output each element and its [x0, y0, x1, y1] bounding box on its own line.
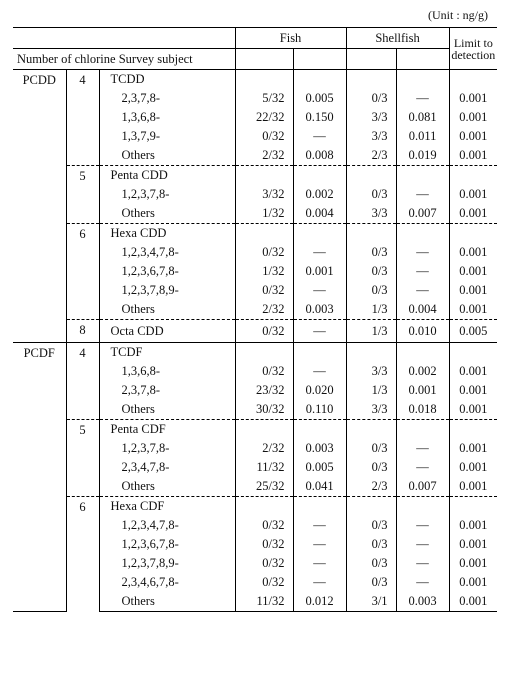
item-label: 2,3,4,7,8- — [121, 460, 170, 474]
fish-ratio: 22/32 — [235, 108, 293, 127]
limit-value: 0.001 — [449, 592, 497, 612]
shellfish-ratio: 0/3 — [346, 535, 396, 554]
chlorine-number: 5 — [66, 420, 99, 497]
fish-ratio: 0/32 — [235, 362, 293, 381]
dioxin-survey-table — [13, 27, 497, 612]
fish-value: 0.003 — [293, 439, 346, 458]
shellfish-ratio: 3/1 — [346, 592, 396, 612]
header-shellfish: Shellfish — [346, 28, 449, 49]
limit-value: 0.001 — [449, 554, 497, 573]
shellfish-ratio: 0/3 — [346, 262, 396, 281]
fish-ratio: 3/32 — [235, 185, 293, 204]
item-label: 1,2,3,4,7,8- — [121, 245, 179, 259]
limit-value: 0.001 — [449, 204, 497, 224]
fish-value: — — [293, 320, 346, 343]
fish-ratio: 1/32 — [235, 262, 293, 281]
limit-value: 0.001 — [449, 108, 497, 127]
shellfish-ratio: 0/3 — [346, 89, 396, 108]
fish-ratio: 0/32 — [235, 554, 293, 573]
shellfish-value: 0.003 — [396, 592, 449, 612]
header-limit-line2: detection — [451, 47, 496, 62]
shellfish-value: 0.011 — [396, 127, 449, 146]
fish-ratio: 23/32 — [235, 381, 293, 400]
fish-ratio: 30/32 — [235, 400, 293, 420]
fish-ratio: 0/32 — [235, 243, 293, 262]
fish-value: 0.002 — [293, 185, 346, 204]
limit-value: 0.001 — [449, 300, 497, 320]
shellfish-ratio: 3/3 — [346, 400, 396, 420]
fish-value: — — [293, 535, 346, 554]
shellfish-value: — — [396, 458, 449, 477]
header-limit-line1: Limit to — [453, 35, 493, 50]
subgroup-label: TCDF — [99, 343, 235, 363]
fish-ratio: 0/32 — [235, 127, 293, 146]
item-label: 1,2,3,7,8- — [121, 187, 170, 201]
shellfish-value: — — [396, 262, 449, 281]
item-label: 1,2,3,7,8,9- — [121, 556, 179, 570]
item-label: 1,3,6,8- — [121, 364, 161, 378]
limit-value: 0.001 — [449, 185, 497, 204]
shellfish-ratio: 0/3 — [346, 516, 396, 535]
shellfish-value: 0.004 — [396, 300, 449, 320]
shellfish-value: — — [396, 516, 449, 535]
fish-ratio: 11/32 — [235, 592, 293, 612]
fish-ratio: 0/32 — [235, 516, 293, 535]
shellfish-value: 0.018 — [396, 400, 449, 420]
item-label: Others — [99, 592, 235, 612]
item-label: 1,2,3,6,7,8- — [121, 264, 179, 278]
fish-ratio: 0/32 — [235, 281, 293, 300]
shellfish-value: 0.081 — [396, 108, 449, 127]
chlorine-number: 4 — [66, 70, 99, 166]
limit-value: 0.001 — [449, 146, 497, 166]
limit-value: 0.001 — [449, 400, 497, 420]
shellfish-value: — — [396, 535, 449, 554]
subgroup-label: TCDD — [99, 70, 235, 90]
subgroup-label: Hexa CDD — [99, 224, 235, 244]
item-label: Others — [121, 479, 155, 493]
fish-value: — — [293, 573, 346, 592]
fish-ratio: 2/32 — [235, 146, 293, 166]
fish-value: — — [293, 554, 346, 573]
chlorine-number: 5 — [66, 166, 99, 224]
fish-value: 0.004 — [293, 204, 346, 224]
shellfish-value: 0.007 — [396, 204, 449, 224]
fish-value: 0.012 — [293, 592, 346, 612]
shellfish-value: — — [396, 185, 449, 204]
limit-value: 0.001 — [449, 535, 497, 554]
fish-value: 0.150 — [293, 108, 346, 127]
shellfish-ratio: 0/3 — [346, 554, 396, 573]
shellfish-ratio: 3/3 — [346, 127, 396, 146]
header-subject-row — [13, 49, 497, 70]
unit-label: (Unit : ng/g) — [428, 8, 488, 22]
item-label: 2,3,7,8- — [121, 91, 161, 105]
limit-value: 0.001 — [449, 362, 497, 381]
limit-value: 0.001 — [449, 439, 497, 458]
fish-ratio: 25/32 — [235, 477, 293, 497]
header-row — [13, 28, 497, 49]
fish-value: — — [293, 516, 346, 535]
fish-value: 0.110 — [293, 400, 346, 420]
item-label: 1,2,3,7,8,9- — [121, 283, 179, 297]
shellfish-value: 0.007 — [396, 477, 449, 497]
subgroup-row — [13, 224, 497, 244]
shellfish-value: — — [396, 573, 449, 592]
shellfish-value: 0.001 — [396, 381, 449, 400]
subgroup-row — [13, 420, 497, 440]
chlorine-number: 8 — [66, 320, 99, 343]
shellfish-ratio: 3/3 — [346, 108, 396, 127]
item-label: Others — [121, 148, 155, 162]
fish-ratio: 0/32 — [235, 320, 293, 343]
limit-value: 0.001 — [449, 89, 497, 108]
shellfish-ratio: 1/3 — [346, 381, 396, 400]
group-name: PCDD — [13, 70, 66, 343]
limit-value: 0.001 — [449, 262, 497, 281]
limit-value: 0.001 — [449, 243, 497, 262]
fish-value: — — [293, 362, 346, 381]
subgroup-row — [13, 343, 497, 363]
item-label: 1,3,6,8- — [121, 110, 161, 124]
chlorine-number: 6 — [66, 224, 99, 320]
chlorine-number: 4 — [66, 343, 99, 420]
limit-value: 0.001 — [449, 381, 497, 400]
subgroup-row — [13, 497, 497, 517]
fish-value: — — [293, 127, 346, 146]
shellfish-ratio: 1/3 — [346, 300, 396, 320]
item-label: Others — [121, 206, 155, 220]
item-label: 1,3,7,9- — [121, 129, 161, 143]
header-fish: Fish — [235, 28, 346, 49]
shellfish-value: 0.019 — [396, 146, 449, 166]
limit-value: 0.001 — [449, 458, 497, 477]
shellfish-ratio: 2/3 — [346, 146, 396, 166]
fish-value: — — [293, 243, 346, 262]
fish-value: 0.008 — [293, 146, 346, 166]
limit-value: 0.001 — [449, 127, 497, 146]
limit-value: 0.005 — [449, 320, 497, 343]
fish-ratio: 0/32 — [235, 573, 293, 592]
item-label: 1,2,3,4,7,8- — [121, 518, 179, 532]
fish-value: 0.041 — [293, 477, 346, 497]
chlorine-number: 6 — [66, 497, 99, 612]
shellfish-ratio: 0/3 — [346, 243, 396, 262]
shellfish-ratio: 0/3 — [346, 573, 396, 592]
shellfish-ratio: 3/3 — [346, 204, 396, 224]
table-body — [13, 28, 497, 612]
subgroup-row — [13, 166, 497, 186]
item-label: 1,2,3,7,8- — [121, 441, 170, 455]
shellfish-ratio: 0/3 — [346, 439, 396, 458]
shellfish-value: — — [396, 89, 449, 108]
shellfish-value: — — [396, 243, 449, 262]
fish-ratio: 0/32 — [235, 535, 293, 554]
shellfish-value: 0.002 — [396, 362, 449, 381]
fish-ratio: 1/32 — [235, 204, 293, 224]
fish-ratio: 2/32 — [235, 439, 293, 458]
subgroup-label: Octa CDD — [99, 320, 235, 343]
fish-value: 0.020 — [293, 381, 346, 400]
item-label: Others — [121, 402, 155, 416]
fish-value: 0.003 — [293, 300, 346, 320]
shellfish-ratio: 1/3 — [346, 320, 396, 343]
limit-value: 0.001 — [449, 477, 497, 497]
item-label: 2,3,4,6,7,8- — [121, 575, 179, 589]
subgroup-row — [13, 70, 497, 90]
fish-value: 0.005 — [293, 89, 346, 108]
subgroup-label: Hexa CDF — [99, 497, 235, 517]
fish-value: 0.001 — [293, 262, 346, 281]
fish-ratio: 2/32 — [235, 300, 293, 320]
item-label: Others — [121, 302, 155, 316]
shellfish-value: — — [396, 439, 449, 458]
shellfish-ratio: 0/3 — [346, 281, 396, 300]
limit-value: 0.001 — [449, 281, 497, 300]
group-name: PCDF — [13, 343, 66, 612]
item-label: 1,2,3,6,7,8- — [121, 537, 179, 551]
header-limit — [449, 28, 497, 70]
fish-ratio: 11/32 — [235, 458, 293, 477]
shellfish-ratio: 3/3 — [346, 362, 396, 381]
item-label: 2,3,7,8- — [121, 383, 161, 397]
subgroup-label: Penta CDD — [99, 166, 235, 186]
fish-value: — — [293, 281, 346, 300]
shellfish-ratio: 0/3 — [346, 185, 396, 204]
fish-value: 0.005 — [293, 458, 346, 477]
shellfish-value: 0.010 — [396, 320, 449, 343]
header-subject: Number of chlorine Survey subject — [13, 49, 235, 70]
subgroup-label: Penta CDF — [99, 420, 235, 440]
shellfish-ratio: 0/3 — [346, 458, 396, 477]
shellfish-value: — — [396, 281, 449, 300]
shellfish-ratio: 2/3 — [346, 477, 396, 497]
shellfish-value: — — [396, 554, 449, 573]
fish-ratio: 5/32 — [235, 89, 293, 108]
limit-value: 0.001 — [449, 573, 497, 592]
limit-value: 0.001 — [449, 516, 497, 535]
subgroup-row — [13, 320, 497, 343]
